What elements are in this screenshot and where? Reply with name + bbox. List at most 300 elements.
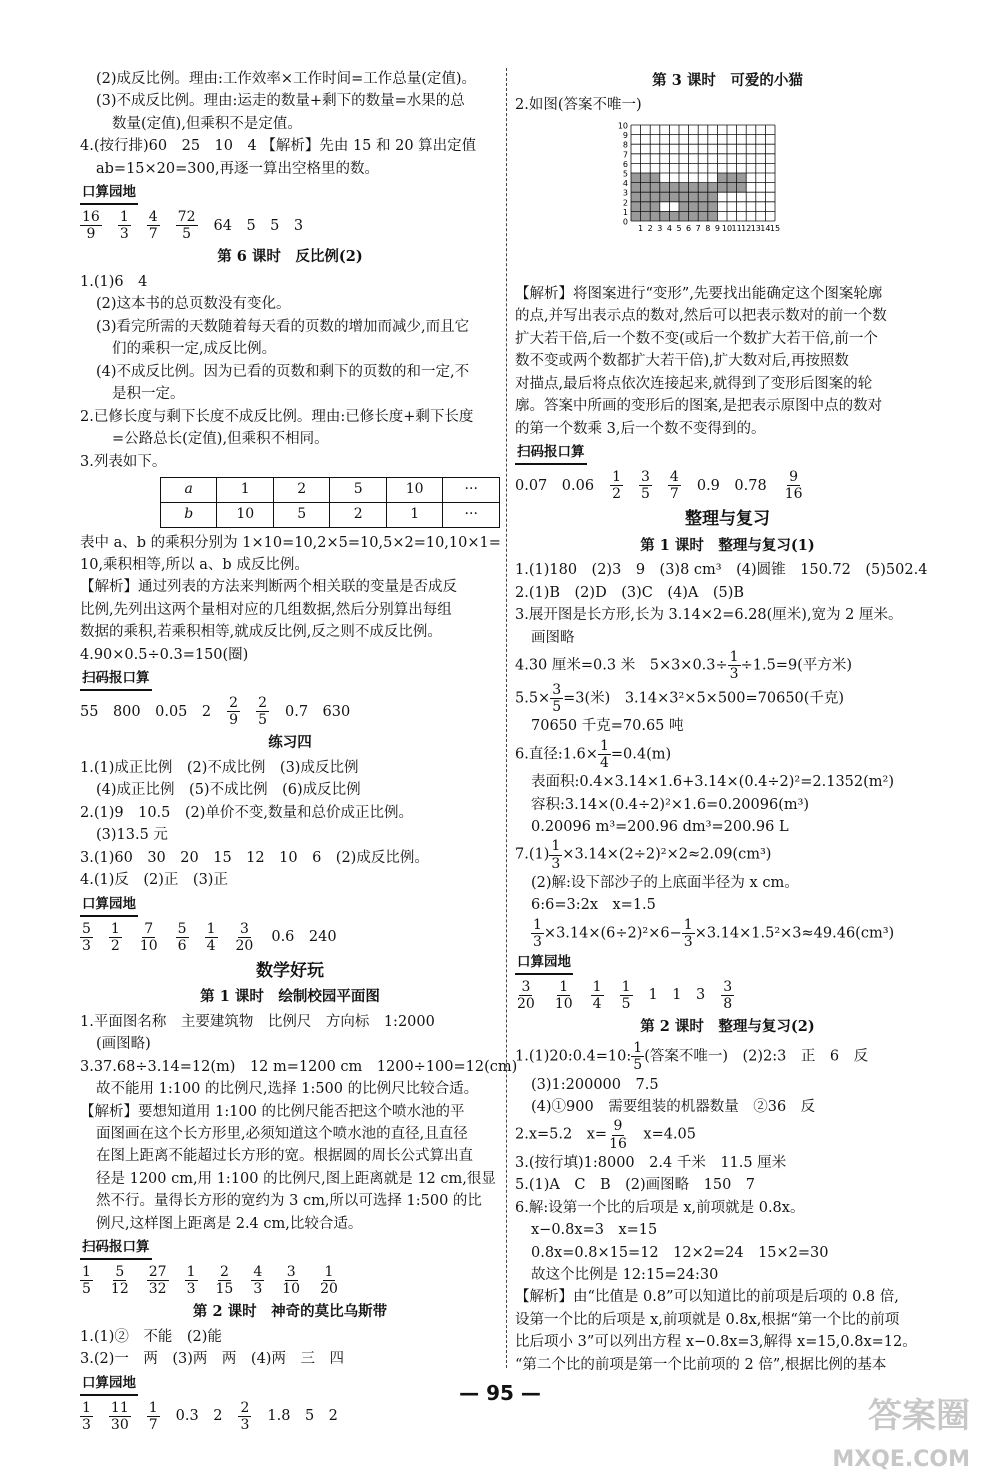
answer-line: (3)不成反比例。理由:运走的数量+剩下的数量=水果的总 bbox=[96, 93, 465, 110]
fraction-numerator: 16 bbox=[82, 209, 100, 226]
shaded-cell bbox=[698, 211, 708, 221]
table-cell: 2 bbox=[274, 478, 330, 503]
shaded-cell bbox=[631, 192, 641, 202]
fraction-denominator: 5 bbox=[82, 1281, 91, 1298]
answer-line: 【解析】将图案进行“变形”,先要找出能确定这个图案轮廓 bbox=[515, 285, 883, 302]
answer-line: 画图略 bbox=[531, 629, 575, 646]
fraction-numerator: 2 bbox=[219, 1264, 229, 1281]
fraction bbox=[607, 1118, 629, 1151]
fraction-numerator: 1 bbox=[633, 1040, 643, 1057]
fraction-numerator: 1 bbox=[110, 920, 120, 937]
fraction-denominator: 12 bbox=[110, 1281, 129, 1298]
fraction-numerator: 1 bbox=[559, 978, 569, 995]
fraction bbox=[147, 1264, 169, 1297]
answer-line: 的第一个数乘 3,后一个数不变得到的。 bbox=[515, 420, 766, 437]
column-divider bbox=[506, 68, 507, 1368]
shaded-cell bbox=[669, 211, 679, 221]
fraction-numerator: 1 bbox=[82, 1399, 91, 1416]
fraction bbox=[318, 1264, 340, 1297]
fraction bbox=[721, 979, 734, 1012]
y-tick-label: 7 bbox=[622, 150, 628, 160]
answer-line: 廓。答案中所画的变形后的图案,是把表示原图中点的数对 bbox=[515, 398, 883, 415]
y-tick-label: 0 bbox=[622, 217, 628, 227]
fraction-numerator: 3 bbox=[521, 978, 531, 995]
shaded-cell bbox=[708, 211, 718, 221]
answer-line: 3.展开图是长方形,长为 3.14×2=6.28(厘米),宽为 2 厘米。 bbox=[515, 607, 903, 624]
shaded-cell bbox=[631, 211, 641, 221]
saoma-answers-3 bbox=[515, 469, 940, 502]
fraction-denominator: 8 bbox=[723, 995, 733, 1012]
left-column bbox=[80, 68, 518, 1437]
fraction-denominator: 32 bbox=[148, 1281, 167, 1298]
answer-line: (3)13.5 元 bbox=[96, 827, 168, 844]
answer-line: (2)这本书的总页数没有变化。 bbox=[96, 296, 291, 313]
answer-line: 1.平面图名称 主要建筑物 比例尺 方向标 1:2000 bbox=[80, 1013, 435, 1030]
fraction bbox=[80, 921, 93, 954]
fraction-numerator: 1 bbox=[82, 1264, 91, 1281]
fraction bbox=[234, 921, 256, 954]
fraction bbox=[176, 921, 189, 954]
answer-line: 们的乘积一定,成反比例。 bbox=[112, 341, 277, 358]
r1-q5b: 70650 千克=70.65 吨 bbox=[531, 718, 684, 735]
fraction bbox=[610, 469, 623, 502]
answer-line: 3.列表如下。 bbox=[80, 453, 167, 470]
x-tick-label: 4 bbox=[666, 223, 672, 233]
answer-line: (画图略) bbox=[96, 1036, 151, 1053]
expr-part: ×3.14×(6÷2)²×6− bbox=[543, 925, 682, 942]
expr-part: 5.5× bbox=[515, 690, 551, 707]
fraction-denominator: 6 bbox=[177, 937, 187, 954]
koushuan-tag-4: 口算园地 bbox=[515, 952, 573, 975]
fraction bbox=[598, 738, 611, 771]
right-column bbox=[515, 68, 940, 1376]
fraction-numerator: 72 bbox=[177, 209, 196, 226]
shaded-cell bbox=[641, 202, 651, 212]
fraction bbox=[109, 921, 122, 954]
fun-lesson-2-title: 第 2 课时 神奇的莫比乌斯带 bbox=[192, 1303, 388, 1321]
shaded-cell bbox=[708, 192, 718, 202]
x-tick-label: 9 bbox=[714, 223, 720, 233]
fraction-denominator: 10 bbox=[282, 1281, 301, 1298]
answer-line: 6.解:设第一个比的后项是 x,前项就是 0.8x。 bbox=[515, 1199, 805, 1216]
watermark-line1: 答案圈 bbox=[868, 1396, 970, 1436]
expr-part: ×3.14×1.5²×3≈49.46(cm³) bbox=[694, 925, 895, 942]
r1-q4 bbox=[515, 649, 940, 682]
r1-q6 bbox=[515, 738, 940, 771]
fraction-denominator: 20 bbox=[235, 937, 254, 954]
expr-part: ×3.14×(2÷2)²×2≈2.09(cm³) bbox=[562, 847, 772, 864]
fraction-denominator: 9 bbox=[229, 712, 239, 729]
answer-line: 故不能用 1:100 的比例尺,选择 1:500 的比例尺比较合适。 bbox=[96, 1081, 479, 1098]
shaded-cell bbox=[660, 183, 670, 193]
shaded-cell bbox=[679, 192, 689, 202]
answer-line: 0.20096 m³=200.96 dm³=200.96 L bbox=[531, 818, 789, 835]
answer-line: 对描点,最后将点依次连接起来,就得到了变形后图案的轮 bbox=[515, 375, 873, 392]
fraction bbox=[682, 917, 695, 950]
answer-line: 在图上距离不能超过长方形的宽。根据圆的周长公式算出直 bbox=[96, 1148, 473, 1165]
fraction bbox=[591, 979, 604, 1012]
shaded-cell bbox=[660, 192, 670, 202]
table-cell: 5 bbox=[330, 478, 386, 503]
expr-part: 2.x=5.2 x= bbox=[515, 1127, 608, 1144]
fraction bbox=[549, 838, 562, 871]
fraction-numerator: 1 bbox=[729, 649, 739, 666]
fraction bbox=[668, 469, 681, 502]
fraction-numerator: 1 bbox=[599, 737, 609, 754]
answer-line: 数量(定值),但乘积不是定值。 bbox=[112, 115, 302, 132]
coordinate-grid bbox=[615, 119, 915, 279]
fraction bbox=[118, 209, 131, 242]
shaded-cell bbox=[737, 183, 747, 193]
answer-line: 数据的乘积,若乘积相等,就成反比例,反之则不成反比例。 bbox=[80, 624, 442, 641]
fraction-numerator: 2 bbox=[229, 695, 239, 712]
answer-line: 扩大若干倍,后一个数不变(或后一个数扩大若干倍,前一个 bbox=[515, 330, 878, 347]
answer-value: 55 800 0.05 2 bbox=[80, 703, 212, 720]
table-cell: 5 bbox=[274, 502, 330, 527]
fraction bbox=[550, 682, 563, 715]
answer-line: 径是 1200 cm,用 1:100 的比例尺,图上距离就是 12 cm,很显 bbox=[96, 1170, 496, 1187]
koushuan-answers-1 bbox=[80, 209, 500, 242]
answer-line: 是积一定。 bbox=[112, 386, 185, 403]
shaded-cell bbox=[641, 211, 651, 221]
fraction-numerator: 3 bbox=[641, 469, 650, 486]
koushuan-tag-1: 口算园地 bbox=[80, 182, 138, 205]
fraction-denominator: 15 bbox=[215, 1281, 234, 1298]
answer-value: 0.9 0.78 bbox=[696, 477, 767, 494]
r2-q2 bbox=[515, 1118, 940, 1151]
x-tick-label: 1 bbox=[638, 223, 644, 233]
shaded-cell bbox=[669, 192, 679, 202]
fraction-denominator: 3 bbox=[729, 666, 739, 683]
fraction bbox=[109, 1264, 131, 1297]
r1-q7 bbox=[515, 838, 940, 871]
expr-part: =3(米) 3.14×3²×5×500=70650(千克) bbox=[563, 690, 845, 707]
answer-line: 1.(1)② 不能 (2)能 bbox=[80, 1328, 222, 1345]
shaded-cell bbox=[631, 183, 641, 193]
fraction-denominator: 20 bbox=[320, 1281, 338, 1298]
fraction-numerator: 1 bbox=[119, 209, 129, 226]
koushuan-tag-3: 口算园地 bbox=[80, 1373, 138, 1396]
fraction-denominator: 5 bbox=[621, 995, 631, 1012]
fraction-numerator: 1 bbox=[186, 1264, 196, 1281]
answer-line: 例尺,这样图上距离是 2.4 cm,比较合适。 bbox=[96, 1215, 363, 1232]
answer-value: 1 1 3 bbox=[648, 987, 706, 1004]
answer-line: 容积:3.14×(0.4÷2)²×1.6=0.20096(m³) bbox=[531, 796, 810, 813]
fraction-denominator: 4 bbox=[206, 937, 216, 954]
fraction-numerator: 4 bbox=[253, 1264, 263, 1281]
fraction bbox=[639, 469, 652, 502]
fraction bbox=[728, 649, 741, 682]
answer-line: (4)①900 需要组装的机器数量 ②36 反 bbox=[531, 1099, 816, 1115]
expr-part: ÷1.5=9(平方米) bbox=[740, 657, 852, 674]
answer-line: (4)不成反比例。因为已看的页数和剩下的页数的和一定,不 bbox=[96, 363, 470, 380]
x-tick-label: 15 bbox=[769, 223, 781, 233]
answer-line: 5.(1)A C B (2)画图略 150 7 bbox=[515, 1177, 756, 1194]
expr-part: x=4.05 bbox=[628, 1127, 697, 1144]
table-cell: 1 bbox=[217, 478, 274, 503]
fraction-denominator: 10 bbox=[139, 937, 158, 954]
answer-line: 表面积:0.4×3.14×1.6+3.14×(0.4÷2)²=2.1352(m²) bbox=[531, 774, 894, 791]
y-tick-label: 4 bbox=[622, 179, 628, 189]
shaded-cell bbox=[717, 173, 727, 183]
fun-lesson-1-title: 第 1 课时 绘制校园平面图 bbox=[200, 988, 380, 1006]
shaded-cell bbox=[698, 183, 708, 193]
x-tick-label: 3 bbox=[657, 223, 663, 233]
table-cell: a bbox=[161, 478, 217, 503]
r1-q5 bbox=[515, 682, 940, 715]
fraction-numerator: 27 bbox=[148, 1264, 167, 1281]
answer-line: (2)解:设下部沙子的上底面半径为 x cm。 bbox=[531, 874, 799, 891]
answer-line: 6:6=3:2x x=1.5 bbox=[531, 897, 656, 914]
fraction-denominator: 3 bbox=[82, 1416, 91, 1433]
shaded-cell bbox=[727, 173, 737, 183]
x-tick-label: 5 bbox=[676, 223, 682, 233]
shaded-cell bbox=[650, 183, 660, 193]
fraction-denominator: 7 bbox=[148, 226, 158, 243]
fraction-numerator: 9 bbox=[789, 469, 799, 486]
expr-part: 6.直径:1.6× bbox=[515, 746, 598, 763]
koushuan-answers-4 bbox=[515, 979, 940, 1012]
fraction-numerator: 7 bbox=[144, 920, 154, 937]
grid-figure bbox=[615, 119, 915, 279]
answer-value: 0.7 630 bbox=[284, 703, 351, 720]
answer-line: 【解析】要想知道用 1:100 的比例尺能否把这个喷水池的平 bbox=[80, 1103, 465, 1120]
shaded-cell bbox=[631, 173, 641, 183]
answer-line: 面图画在这个长方形里,必须知道这个喷水池的直径,且直径 bbox=[96, 1125, 468, 1142]
review-title: 整理与复习 bbox=[685, 509, 770, 530]
shaded-cell bbox=[650, 192, 660, 202]
y-tick-label: 1 bbox=[622, 207, 628, 217]
fraction-denominator: 3 bbox=[551, 855, 561, 872]
x-tick-label: 13 bbox=[750, 223, 761, 233]
answer-line: 数不变或两个数都扩大若干倍),扩大数对后,再按照数 bbox=[515, 353, 849, 370]
answer-line: 3.(按行填)1:8000 2.4 千米 11.5 厘米 bbox=[515, 1154, 787, 1171]
fraction bbox=[531, 917, 544, 950]
expr-part: (答案不唯一) (2)2:3 正 6 反 bbox=[644, 1048, 869, 1065]
shaded-cell bbox=[650, 211, 660, 221]
fraction bbox=[783, 469, 805, 502]
lesson-6-title: 第 6 课时 反比例(2) bbox=[217, 248, 363, 266]
review-lesson-1-title: 第 1 课时 整理与复习(1) bbox=[640, 536, 815, 554]
answer-line: 比后项小 3”可以列出方程 x−0.8x=3,解得 x=15,0.8x=12。 bbox=[515, 1334, 917, 1351]
fraction-numerator: 5 bbox=[82, 920, 91, 937]
fraction-denominator: 3 bbox=[240, 1416, 250, 1433]
y-tick-label: 5 bbox=[622, 169, 628, 179]
fraction-denominator: 3 bbox=[253, 1281, 263, 1298]
fraction-denominator: 3 bbox=[82, 937, 91, 954]
answer-line: 故这个比例是 12:15=24:30 bbox=[531, 1267, 719, 1283]
x-tick-label: 14 bbox=[760, 223, 771, 233]
fraction-denominator: 3 bbox=[186, 1281, 196, 1298]
fraction-numerator: 1 bbox=[621, 978, 631, 995]
answer-line: (4)成正比例 (5)不成比例 (6)成反比例 bbox=[96, 782, 361, 799]
table-cell: b bbox=[161, 502, 217, 527]
fraction-numerator: 5 bbox=[177, 920, 187, 937]
saoma-answers-1 bbox=[80, 695, 500, 728]
answer-line: 0.8x=0.8×15=12 12×2=24 15×2=30 bbox=[531, 1244, 829, 1261]
shaded-cell bbox=[717, 183, 727, 193]
shaded-cell bbox=[708, 183, 718, 193]
watermark bbox=[832, 1390, 970, 1477]
fraction bbox=[251, 1264, 264, 1297]
fraction-denominator: 10 bbox=[554, 995, 573, 1012]
shaded-cell bbox=[641, 183, 651, 193]
fraction-numerator: 2 bbox=[258, 695, 267, 712]
answer-line: ab=15×20=300,再逐一算出空格里的数。 bbox=[96, 160, 380, 177]
r1-q7-last bbox=[515, 917, 940, 950]
shaded-cell bbox=[641, 173, 651, 183]
shaded-cell bbox=[679, 211, 689, 221]
lesson-3-title: 第 3 课时 可爱的小猫 bbox=[652, 72, 803, 89]
fraction-denominator: 9 bbox=[86, 226, 96, 243]
fraction-numerator: 3 bbox=[286, 1264, 296, 1281]
shaded-cell bbox=[631, 202, 641, 212]
fraction-denominator: 4 bbox=[599, 754, 609, 771]
fraction-numerator: 1 bbox=[592, 978, 602, 995]
fraction bbox=[631, 1040, 644, 1073]
shaded-cell bbox=[689, 192, 699, 202]
expr-part: =0.4(m) bbox=[610, 746, 672, 763]
fraction-denominator: 16 bbox=[784, 486, 803, 503]
y-tick-label: 3 bbox=[622, 188, 628, 198]
fraction bbox=[227, 695, 240, 728]
table-cell: 2 bbox=[330, 502, 386, 527]
shaded-cell bbox=[727, 183, 737, 193]
fraction-numerator: 11 bbox=[110, 1399, 129, 1416]
answer-line: 1.(1)成正比例 (2)不成比例 (3)成反比例 bbox=[80, 759, 359, 776]
fraction-numerator: 1 bbox=[533, 916, 542, 933]
answer-line: 3.37.68÷3.14=12(m) 12 m=1200 cm 1200÷100=12(cm) bbox=[80, 1058, 518, 1075]
shaded-cell bbox=[650, 173, 660, 183]
shaded-cell bbox=[689, 202, 699, 212]
answer-line: 的点,并写出表示点的数对,然后可以把表示数对的前一个数 bbox=[515, 308, 887, 325]
fraction-denominator: 16 bbox=[609, 1135, 627, 1152]
shaded-cell bbox=[650, 202, 660, 212]
answer-line: 然不行。量得长方形的宽约为 3 cm,所以可选择 1:500 的比 bbox=[96, 1193, 482, 1210]
saoma-tag-3: 扫码报口算 bbox=[515, 442, 587, 465]
fraction bbox=[80, 1264, 93, 1297]
fraction-numerator: 3 bbox=[723, 978, 733, 995]
answer-line: 2.(1)9 10.5 (2)单价不变,数量和总价成正比例。 bbox=[80, 804, 414, 821]
exercise-4-title: 练习四 bbox=[268, 734, 312, 752]
answer-line: 4.(按行排)60 25 10 4 【解析】先由 15 和 20 算出定值 bbox=[80, 138, 477, 155]
fraction-numerator: 4 bbox=[669, 469, 679, 486]
fraction bbox=[185, 1264, 198, 1297]
answer-line: 1.(1)180 (2)3 9 (3)8 cm³ (4)圆锥 150.72 (5)502.4 bbox=[515, 562, 928, 579]
x-tick-label: 7 bbox=[695, 223, 701, 233]
x-tick-label: 8 bbox=[705, 223, 711, 233]
fraction bbox=[176, 209, 198, 242]
answer-line: (2)成反比例。理由:工作效率×工作时间=工作总量(定值)。 bbox=[96, 71, 477, 87]
answer-line: 2.已修长度与剩下长度不成反比例。理由:已修长度+剩下长度 bbox=[80, 408, 474, 425]
fraction bbox=[515, 979, 537, 1012]
y-tick-label: 8 bbox=[622, 140, 628, 150]
r2-q1 bbox=[515, 1040, 940, 1073]
fraction-denominator: 5 bbox=[552, 699, 562, 716]
fraction-numerator: 4 bbox=[148, 209, 158, 226]
shaded-cell bbox=[641, 192, 651, 202]
fraction-denominator: 3 bbox=[533, 933, 542, 950]
shaded-cell bbox=[679, 202, 689, 212]
ab-table bbox=[160, 477, 500, 527]
answer-line: 2.(1)B (2)D (3)C (4)A (5)B bbox=[515, 584, 745, 601]
fraction-numerator: 3 bbox=[239, 920, 249, 937]
answer-value: 0.3 2 bbox=[175, 1408, 223, 1425]
answer-line: 4.(1)反 (2)正 (3)正 bbox=[80, 872, 228, 889]
expr-part: 1.(1)20:0.4=10: bbox=[515, 1048, 632, 1065]
saoma-tag-1: 扫码报口算 bbox=[80, 668, 152, 691]
fraction-numerator: 1 bbox=[683, 916, 693, 933]
watermark-line2: MXQE.COM bbox=[832, 1446, 970, 1472]
fraction bbox=[620, 979, 633, 1012]
answer-line: 设第一个比的后项是 x,前项就是 0.8x,根据“第一个比的前项 bbox=[515, 1311, 900, 1328]
x-tick-label: 12 bbox=[741, 223, 752, 233]
fraction-denominator: 4 bbox=[592, 995, 602, 1012]
answer-line: 【解析】由“比值是 0.8”可以知道比的前项是后项的 0.8 倍, bbox=[515, 1289, 899, 1306]
fraction-denominator: 5 bbox=[258, 712, 267, 729]
answer-line: 【解析】通过列表的方法来判断两个相关联的变量是否成反 bbox=[80, 579, 457, 596]
answer-line: 4.90×0.5÷0.3=150(圈) bbox=[80, 646, 249, 663]
fraction-denominator: 2 bbox=[612, 486, 621, 503]
fraction-numerator: 1 bbox=[148, 1399, 158, 1416]
koushuan-answers-2 bbox=[80, 921, 500, 954]
shaded-cell bbox=[679, 183, 689, 193]
table-cell: 10 bbox=[217, 502, 274, 527]
table-cell: ··· bbox=[443, 502, 500, 527]
expr-part: 4.30 厘米=0.3 米 5×3×0.3÷ bbox=[515, 657, 728, 674]
fun-math-title: 数学好玩 bbox=[256, 960, 324, 981]
fraction-denominator: 5 bbox=[633, 1057, 643, 1074]
fraction-denominator: 5 bbox=[641, 486, 650, 503]
fraction bbox=[256, 695, 269, 728]
fraction-numerator: 1 bbox=[612, 469, 621, 486]
fraction-numerator: 2 bbox=[240, 1399, 250, 1416]
fraction-denominator: 3 bbox=[119, 226, 129, 243]
koushuan-tag-2: 口算园地 bbox=[80, 894, 138, 917]
shaded-cell bbox=[698, 202, 708, 212]
fraction-numerator: 1 bbox=[324, 1264, 334, 1281]
answer-line: =公路总长(定值),但乘积不相同。 bbox=[112, 431, 329, 448]
fraction-denominator: 20 bbox=[517, 995, 535, 1012]
fraction bbox=[138, 921, 160, 954]
x-tick-label: 2 bbox=[647, 223, 653, 233]
fraction bbox=[205, 921, 218, 954]
fraction-denominator: 5 bbox=[182, 226, 192, 243]
shaded-cell bbox=[689, 183, 699, 193]
y-tick-label: 2 bbox=[622, 198, 628, 208]
fraction-numerator: 1 bbox=[551, 838, 561, 855]
answer-value: 0.07 0.06 bbox=[515, 477, 595, 494]
fraction-denominator: 2 bbox=[110, 937, 120, 954]
y-tick-label: 9 bbox=[622, 131, 628, 141]
fraction-numerator: 9 bbox=[613, 1118, 623, 1135]
expr-part: 7.(1) bbox=[515, 847, 550, 864]
shaded-cell bbox=[708, 202, 718, 212]
fraction-denominator: 3 bbox=[683, 933, 693, 950]
shaded-cell bbox=[737, 173, 747, 183]
answer-value: 64 5 5 3 bbox=[213, 217, 304, 234]
shaded-cell bbox=[689, 211, 699, 221]
saoma-tag-2: 扫码报口算 bbox=[80, 1237, 152, 1260]
answer-line: 3.(1)60 30 20 15 12 10 6 (2)成反比例。 bbox=[80, 849, 429, 866]
answer-line: 1.(1)6 4 bbox=[80, 273, 148, 290]
x-tick-label: 6 bbox=[686, 223, 692, 233]
shaded-cell bbox=[698, 192, 708, 202]
fraction bbox=[80, 209, 102, 242]
fraction-numerator: 5 bbox=[115, 1264, 125, 1281]
y-tick-label: 6 bbox=[622, 159, 628, 169]
answer-line: 表中 a、b 的乘积分别为 1×10=10,2×5=10,5×2=10,10×1= bbox=[80, 534, 501, 551]
